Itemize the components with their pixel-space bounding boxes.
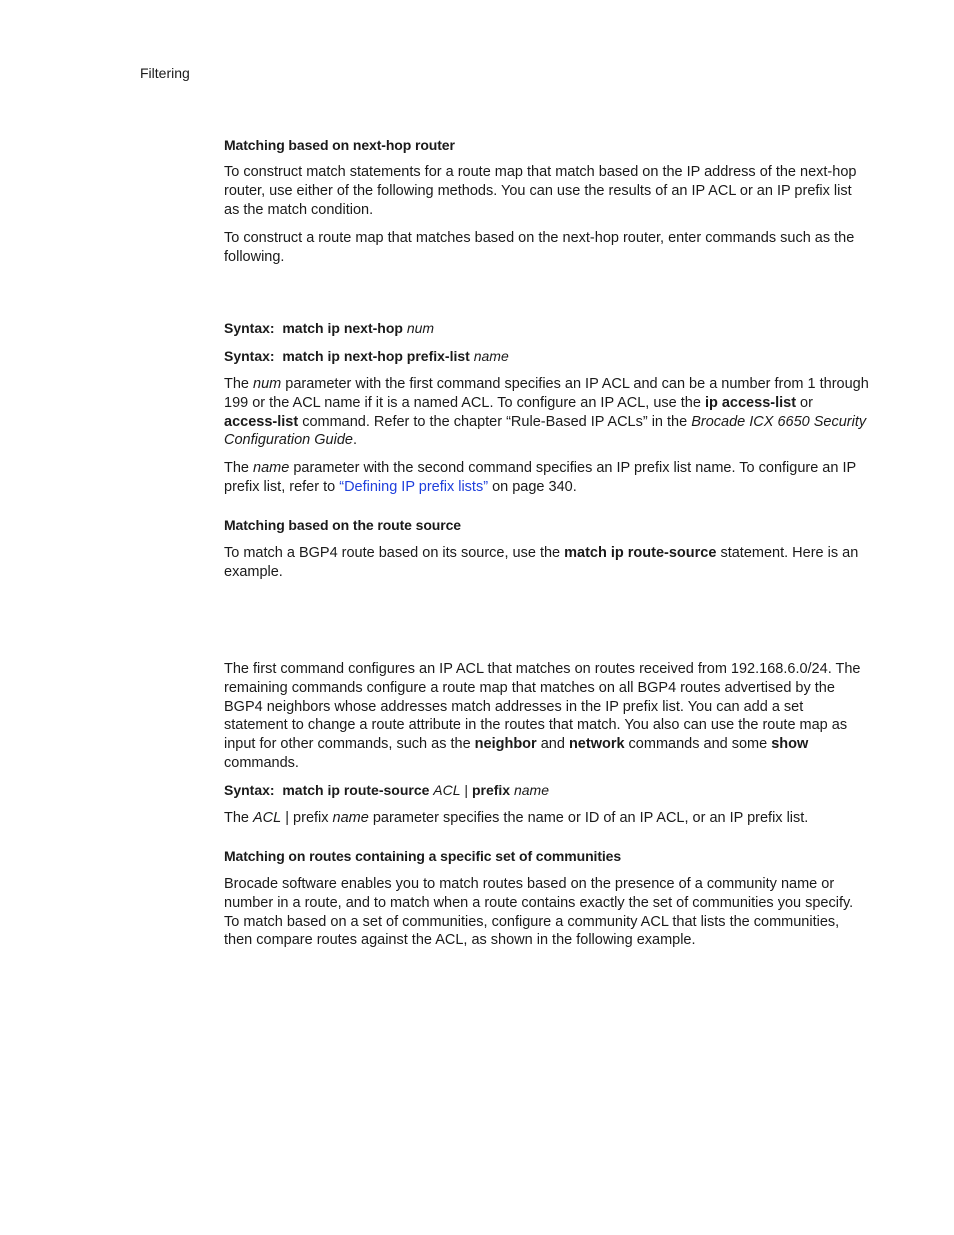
syntax-argument-name: name [513, 782, 549, 798]
syntax-command: match ip route-source [282, 782, 430, 798]
paragraph-acl-prefix-parameter: The ACL | prefix name parameter specifies the name or ID of an IP ACL, or an IP prefix list. [224, 810, 809, 826]
paragraph-next-hop-commands: To construct a route map that matches based on the next-hop router, enter commands such as the following. [224, 230, 855, 265]
paragraph-next-hop-intro: To construct match statements for a route map that match based on the IP address of the next-hop router, use either of the following methods. You can use the results of an IP ACL or an IP prefix list as the match condition. [224, 164, 857, 218]
syntax-keyword: prefix [471, 782, 511, 798]
syntax-next-hop [224, 320, 434, 336]
running-header: Filtering [140, 65, 190, 81]
syntax-argument: name [473, 348, 509, 364]
syntax-next-hop-prefix-list [224, 348, 509, 364]
syntax-command: match ip next-hop [282, 320, 403, 336]
syntax-label: Syntax: [224, 782, 275, 798]
heading-next-hop: Matching based on next-hop router [224, 137, 455, 153]
syntax-route-source [224, 782, 549, 798]
paragraph-route-source-explanation: The first command configures an IP ACL that matches on routes received from 192.168.6.0/24. The remaining commands configure a route map that matches on all BGP4 routes advertised by the BGP4 neighbors whose addresses match addresses in the IP prefix list. You can add a set statement to change a route attribute in the routes that match. You also can use the route map as input for other commands, such as the neighbor and network commands and some show commands. [224, 661, 861, 771]
syntax-label: Syntax: [224, 348, 275, 364]
syntax-argument: num [406, 320, 435, 336]
paragraph-name-parameter: The name parameter with the second command specifies an IP prefix list name. To configure an IP prefix list, refer to “Defining IP prefix lists” on page 340. [224, 460, 856, 495]
paragraph-communities: Brocade software enables you to match routes based on the presence of a community name or number in a route, and to match when a route contains exactly the set of communities you specify. To match based on a set of communities, configure a community ACL that lists the communities, then compare routes against the ACL, as shown in the following example. [224, 876, 854, 949]
syntax-separator: | [464, 782, 469, 798]
heading-communities: Matching on routes containing a specific set of communities [224, 848, 622, 864]
syntax-command: match ip next-hop prefix-list [282, 348, 470, 364]
paragraph-num-parameter: The num parameter with the first command specifies an IP ACL and can be a number from 1 through 199 or the ACL name if it is a named ACL. To configure an IP ACL, use the ip access-list or access-list command. Refer to the chapter “Rule-Based IP ACLs” in the Brocade ICX 6650 Security Configuration Guide. [224, 376, 869, 449]
syntax-label: Syntax: [224, 320, 275, 336]
heading-route-source: Matching based on the route source [224, 517, 461, 533]
cross-reference-link[interactable]: “Defining IP prefix lists” [339, 478, 489, 495]
syntax-argument-acl: ACL [433, 782, 461, 798]
paragraph-route-source-intro: To match a BGP4 route based on its source, use the match ip route-source statement. Here is an example. [224, 545, 859, 580]
